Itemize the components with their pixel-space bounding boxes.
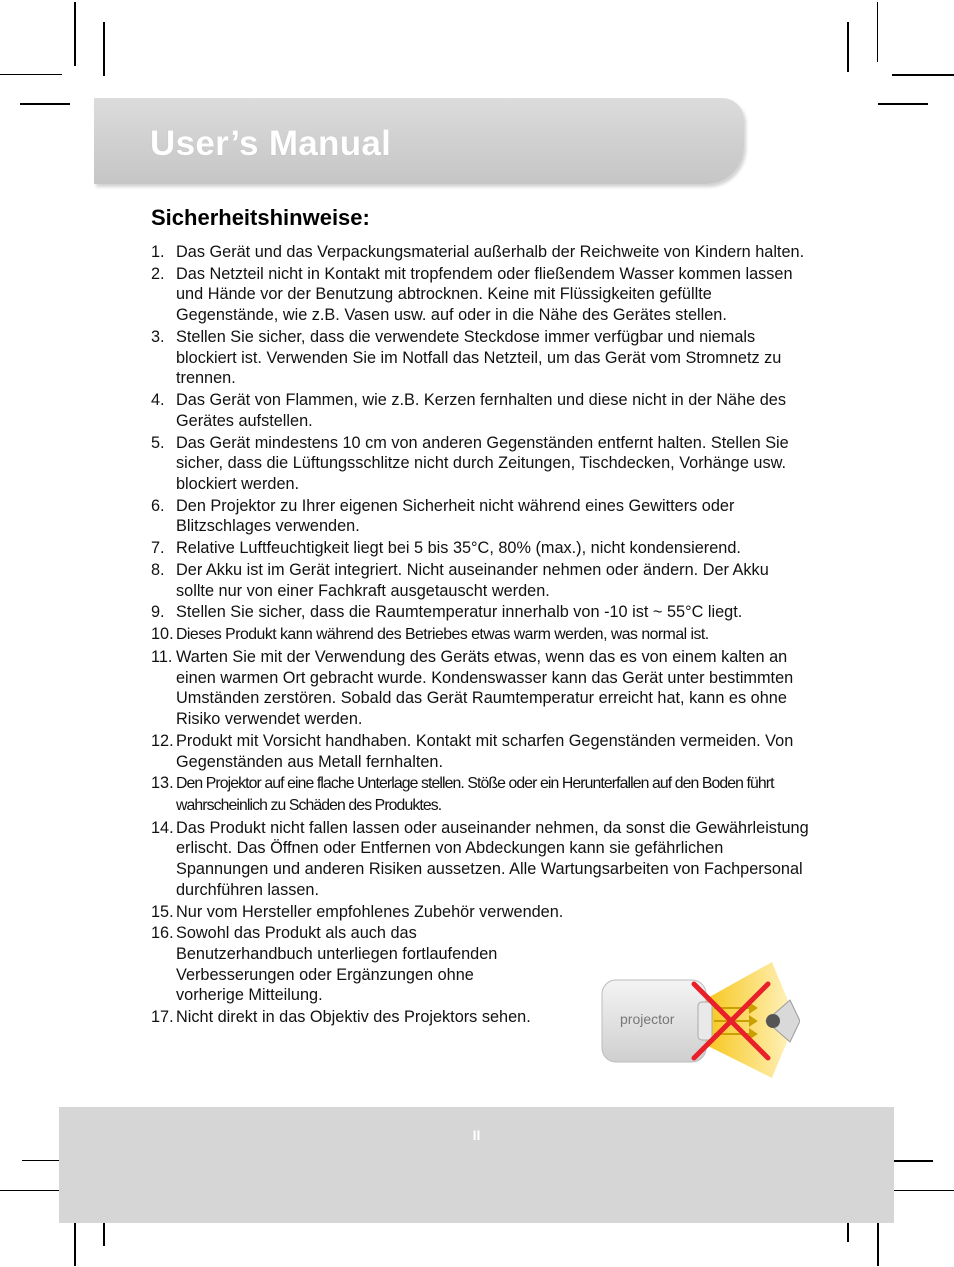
item-text: Nur vom Hersteller empfohlenes Zubehör verwenden. <box>176 902 564 921</box>
list-item <box>151 818 811 900</box>
item-text: Produkt mit Vorsicht handhaben. Kontakt mit scharfen Gegenständen vermeiden. Von Gegenständen aus Metall fernhalten. <box>176 731 794 771</box>
list-item <box>151 264 811 326</box>
crop-mark <box>0 74 62 75</box>
header-banner <box>94 98 744 184</box>
list-item <box>151 242 811 263</box>
item-text: Das Gerät mindestens 10 cm von anderen Gegenständen entfernt halten. Stellen Sie sicher, dass die Lüftungsschlitze nicht durch Zeitungen, Tischdecken, Vorhänge usw. blockiert werden. <box>176 433 789 493</box>
item-text: Den Projektor zu Ihrer eigenen Sicherheit nicht während eines Gewitters oder Blitzschlages verwenden. <box>176 496 735 536</box>
item-number: 3. <box>151 327 165 346</box>
item-number: 8. <box>151 560 165 579</box>
item-number: 11. <box>151 648 173 667</box>
item-number: 9. <box>151 603 165 622</box>
no-looking-into-lens-illustration <box>600 960 800 1080</box>
projector-label: projector <box>620 1011 675 1027</box>
list-item <box>151 433 811 495</box>
item-text: Das Gerät von Flammen, wie z.B. Kerzen fernhalten und diese nicht in der Nähe des Gerätes aufstellen. <box>176 391 786 430</box>
item-text: Sowohl das Produkt als auch das Benutzerhandbuch unterliegen fortlaufenden Verbesserungen oder Ergänzungen ohne vorherige Mitteilung. <box>176 924 498 1005</box>
list-item <box>151 647 811 729</box>
item-number: 6. <box>151 496 165 515</box>
item-text: Den Projektor auf eine flache Unterlage stellen. Stöße oder ein Herunterfallen auf den Boden führt wahrscheinlich zu Schäden des Produktes. <box>176 775 774 814</box>
item-text: Das Gerät und das Verpackungsmaterial außerhalb der Reichweite von Kindern halten. <box>176 243 805 261</box>
item-text: Relative Luftfeuchtigkeit liegt bei 5 bis 35°C, 80% (max.), nicht kondensierend. <box>176 539 741 558</box>
no-looking-into-lens-icon <box>600 960 800 1080</box>
item-number: 14. <box>151 818 174 837</box>
safety-instructions-list <box>151 242 811 1029</box>
crop-mark <box>877 2 878 62</box>
list-item <box>151 560 811 601</box>
item-number: 1. <box>151 243 165 261</box>
item-number: 4. <box>151 391 165 410</box>
item-number: 10. <box>151 625 174 644</box>
list-item <box>151 923 526 1005</box>
item-number: 2. <box>151 264 165 283</box>
list-item <box>151 327 811 389</box>
crop-mark <box>74 2 76 66</box>
item-text: Warten Sie mit der Verwendung des Geräts etwas, wenn das es von einem kalten an einen warmen Ort gebracht wurde. Kondenswasser kann das Gerät unter bestimmten Umständen zerstören. Sobald das Gerät Raumtemperatur erreicht hat, kann es ohne Risiko verwendet werden. <box>176 648 794 729</box>
item-number: 15. <box>151 902 174 921</box>
manual-title: User’s Manual <box>150 124 392 163</box>
list-item <box>151 538 811 559</box>
crop-mark <box>103 22 105 76</box>
item-text: Das Produkt nicht fallen lassen oder auseinander nehmen, da sonst die Gewährleistung erlischt. Das Öffnen oder Entfernen von Abdeckungen kann sie gefährlichen Spannungen und anderen Risiken aussetzen. Alle Wartungsarbeiten von Fachpersonal durchführen lassen. <box>176 818 809 899</box>
list-item <box>151 773 811 816</box>
crop-mark <box>0 1190 62 1191</box>
section-title: Sicherheitshinweise: <box>151 205 370 230</box>
item-text: Stellen Sie sicher, dass die verwendete Steckdose immer verfügbar und niemals blockiert ist. Verwenden Sie im Notfall das Netzteil, um das Gerät vom Stromnetz zu trennen. <box>176 327 782 388</box>
crop-mark <box>847 22 849 72</box>
item-number: 12. <box>151 731 174 750</box>
item-text: Nicht direkt in das Objektiv des Projektors sehen. <box>176 1008 531 1027</box>
list-item <box>151 390 811 431</box>
crop-mark <box>892 74 954 76</box>
item-number: 13. <box>151 774 174 793</box>
item-number: 17. <box>151 1008 174 1027</box>
list-item <box>151 624 811 646</box>
list-item <box>151 496 811 537</box>
projector-lens <box>698 1002 712 1040</box>
list-item <box>151 902 811 923</box>
list-item <box>151 731 811 772</box>
crop-mark <box>20 103 70 105</box>
page-number: II <box>472 1127 481 1143</box>
item-number: 5. <box>151 433 165 452</box>
item-number: 7. <box>151 539 165 558</box>
item-number: 16. <box>151 924 174 943</box>
crop-mark <box>892 1190 954 1191</box>
item-text: Der Akku ist im Gerät integriert. Nicht auseinander nehmen oder ändern. Der Akku sollte nur von einer Fachkraft ausgetauscht werden. <box>176 560 769 600</box>
item-text: Dieses Produkt kann während des Betriebes etwas warm werden, was normal ist. <box>176 626 709 644</box>
item-text: Stellen Sie sicher, dass die Raumtemperatur innerhalb von -10 ist ~ 55°C liegt. <box>176 603 743 622</box>
list-item <box>151 602 811 623</box>
page-footer <box>59 1107 894 1223</box>
crop-mark <box>878 103 928 105</box>
item-text: Das Netzteil nicht in Kontakt mit tropfendem oder fließendem Wasser kommen lassen und Hände vor der Benutzung abtrocknen. Keine mit Flüssigkeiten gefüllte Gegenstände, wie z.B. Vasen usw. auf oder in die Nähe des Gerätes stellen. <box>176 264 793 325</box>
